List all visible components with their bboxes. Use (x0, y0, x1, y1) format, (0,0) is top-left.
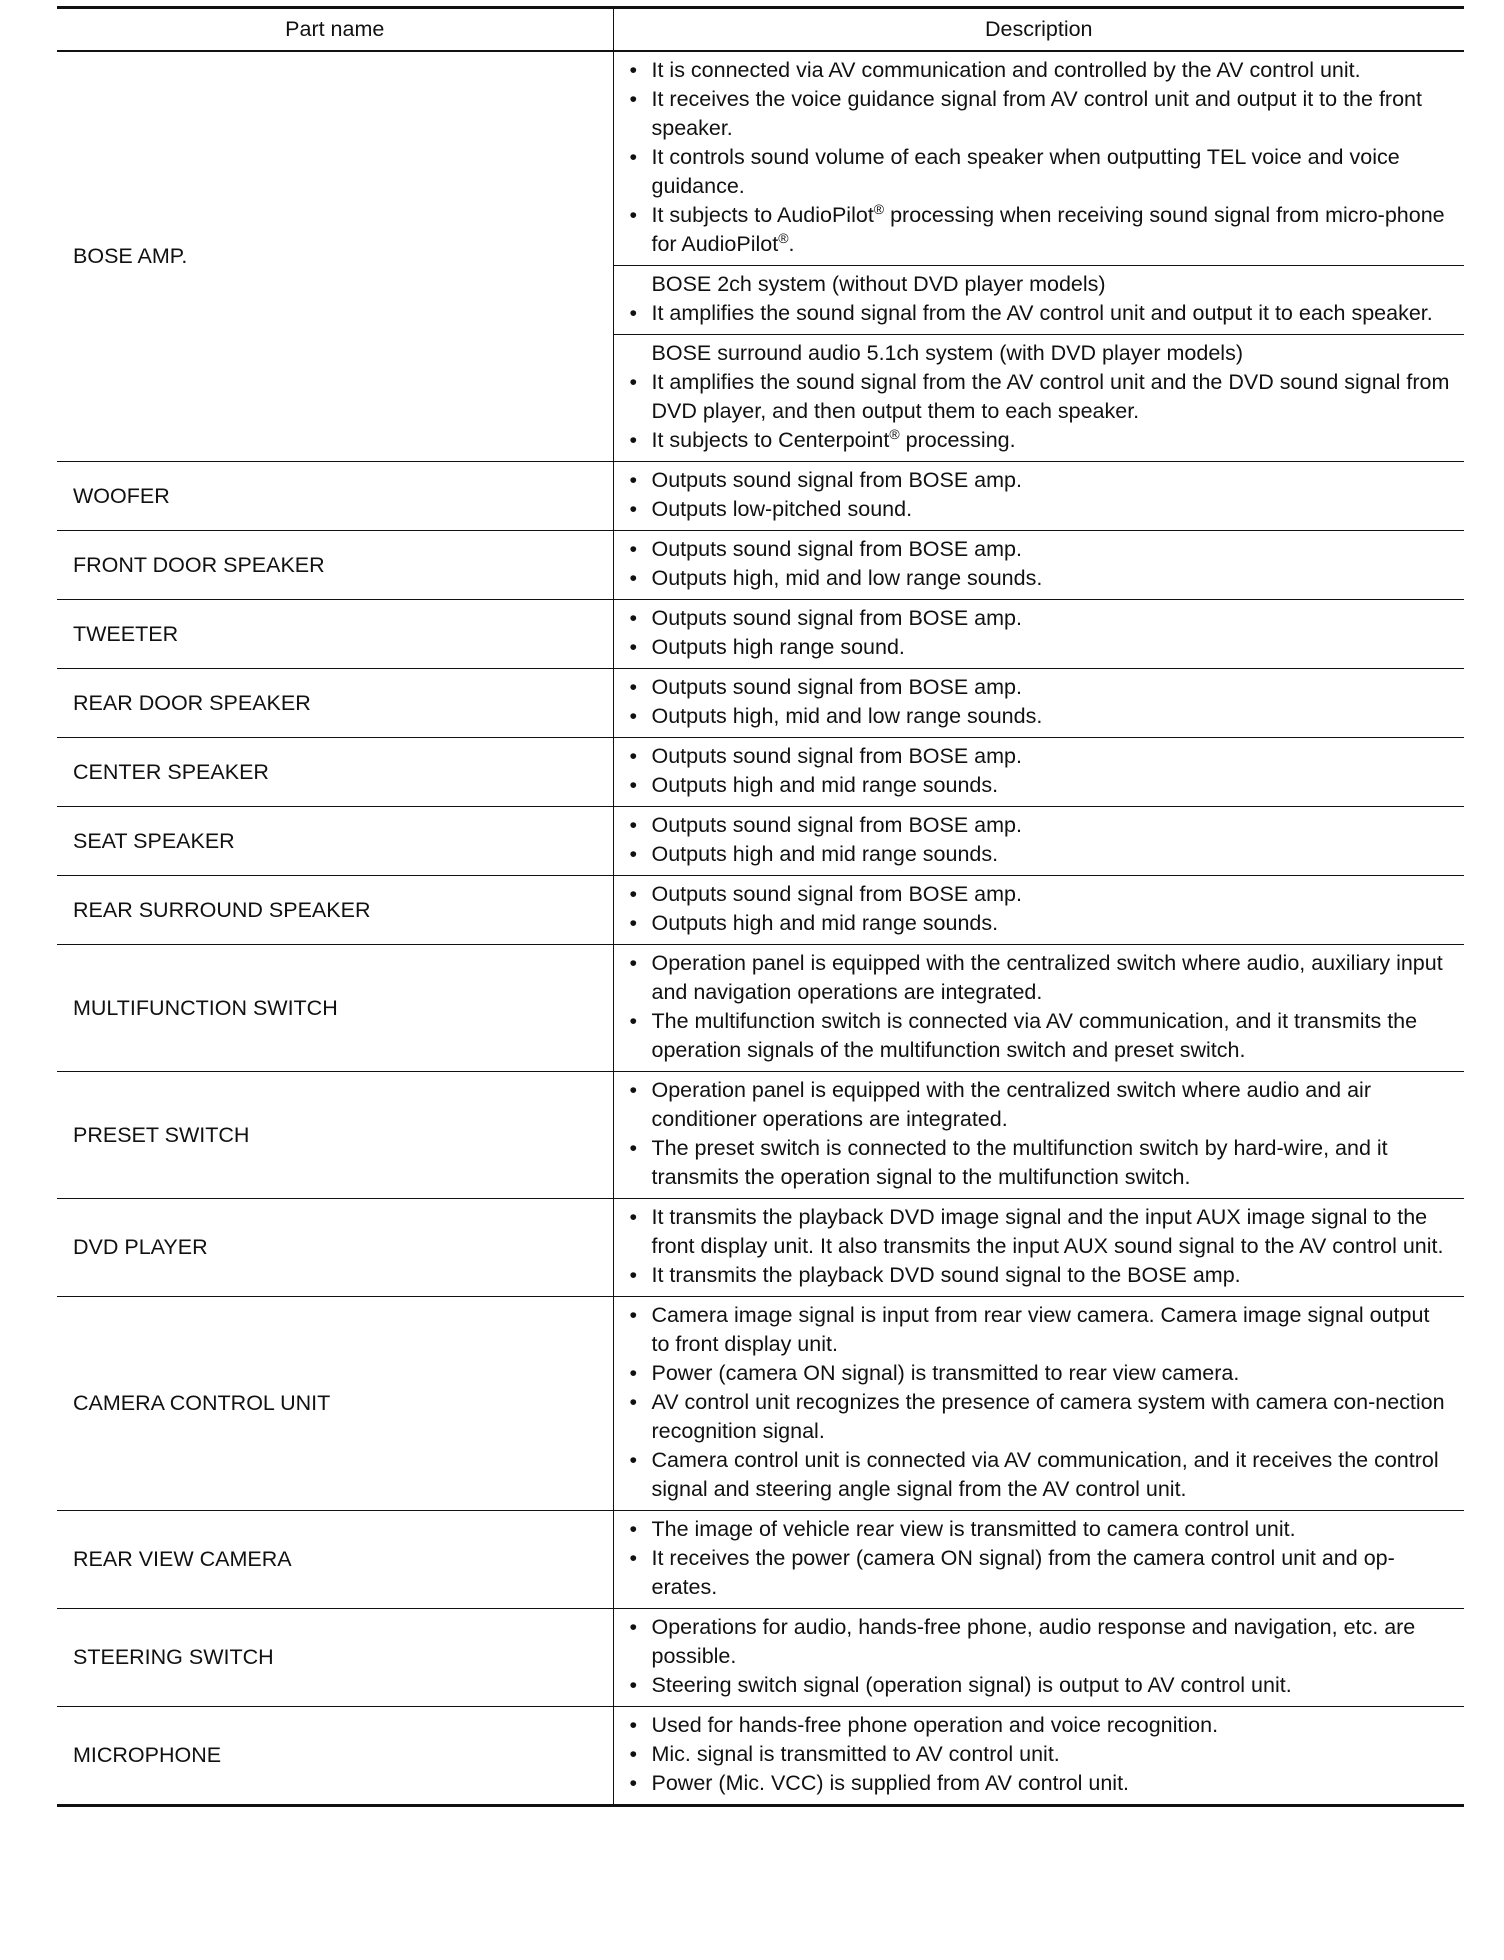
bullet-item: • Power (camera ON signal) is transmitted to rear view camera. (628, 1359, 1451, 1388)
segment-heading: BOSE surround audio 5.1ch system (with DVD player models) (651, 341, 1243, 365)
description-segment (614, 1707, 1465, 1804)
bullet-list (628, 604, 1451, 662)
table-row (57, 1609, 1464, 1707)
description-segment (614, 1609, 1465, 1706)
description-cell (613, 1297, 1464, 1511)
bullet-item: • It transmits the playback DVD image signal and the input AUX image signal to the front display unit. It also transmits the input AUX sound signal to the AV control unit. (628, 1203, 1451, 1261)
bullet-item: • AV control unit recognizes the presence of camera system with camera con-nection recognition signal. (628, 1388, 1451, 1446)
bullet-list (628, 535, 1451, 593)
bullet-item: • The preset switch is connected to the multifunction switch by hard-wire, and it transmits the operation signal to the multifunction switch. (628, 1134, 1451, 1192)
description-cell (613, 1707, 1464, 1806)
part-name-cell: WOOFER (57, 462, 613, 531)
part-name-cell: STEERING SWITCH (57, 1609, 613, 1707)
bullet-item: • Power (Mic. VCC) is supplied from AV control unit. (628, 1769, 1451, 1798)
bullet-list (628, 673, 1451, 731)
table-row (57, 51, 1464, 462)
table-row (57, 1297, 1464, 1511)
bullet-list (628, 1301, 1451, 1504)
bullet-item: • Operations for audio, hands-free phone, audio response and navigation, etc. are possible. (628, 1613, 1451, 1671)
bullet-item: • Outputs sound signal from BOSE amp. (628, 742, 1451, 771)
part-name-cell: TWEETER (57, 600, 613, 669)
bullet-list (628, 56, 1451, 259)
header-row (57, 8, 1464, 52)
bullet-list (628, 1515, 1451, 1602)
description-cell (613, 669, 1464, 738)
part-name-cell: REAR VIEW CAMERA (57, 1511, 613, 1609)
bullet-list (628, 1711, 1451, 1798)
bullet-item: • Outputs sound signal from BOSE amp. (628, 673, 1451, 702)
segment-heading: BOSE 2ch system (without DVD player models) (651, 272, 1106, 296)
part-name-cell: CAMERA CONTROL UNIT (57, 1297, 613, 1511)
part-name-cell: SEAT SPEAKER (57, 807, 613, 876)
bullet-list (628, 1203, 1451, 1290)
bullet-list (628, 466, 1451, 524)
bullet-item: • It receives the power (camera ON signal) from the camera control unit and op-erates. (628, 1544, 1451, 1602)
table-row (57, 1072, 1464, 1199)
bullet-list (628, 368, 1451, 455)
part-name-cell: REAR DOOR SPEAKER (57, 669, 613, 738)
description-cell (613, 1199, 1464, 1297)
description-segment (614, 334, 1465, 461)
bullet-item: • Outputs high and mid range sounds. (628, 771, 1451, 800)
description-segment (614, 531, 1465, 599)
table-body (57, 51, 1464, 1806)
description-segment (614, 669, 1465, 737)
bullet-item: • It amplifies the sound signal from the AV control unit and the DVD sound signal from DVD player, and then output them to each speaker. (628, 368, 1451, 426)
bullet-list (628, 949, 1451, 1065)
description-cell (613, 945, 1464, 1072)
description-cell (613, 807, 1464, 876)
description-segment (614, 1511, 1465, 1608)
description-cell (613, 462, 1464, 531)
bullet-item: • The image of vehicle rear view is transmitted to camera control unit. (628, 1515, 1451, 1544)
parts-table (57, 6, 1464, 1807)
description-segment (614, 1199, 1465, 1296)
table-row (57, 1199, 1464, 1297)
description-segment (614, 807, 1465, 875)
bullet-item: • Outputs low-pitched sound. (628, 495, 1451, 524)
table-row (57, 669, 1464, 738)
bullet-item: • Outputs high and mid range sounds. (628, 909, 1451, 938)
table-row (57, 531, 1464, 600)
bullet-list (628, 880, 1451, 938)
description-segment (614, 600, 1465, 668)
description-segment (614, 265, 1465, 334)
table-row (57, 1511, 1464, 1609)
bullet-item: • Outputs high range sound. (628, 633, 1451, 662)
description-cell (613, 1072, 1464, 1199)
bullet-item: • Outputs sound signal from BOSE amp. (628, 880, 1451, 909)
description-segment (614, 1297, 1465, 1510)
part-name-cell: MICROPHONE (57, 1707, 613, 1806)
description-cell (613, 600, 1464, 669)
bullet-item: • It subjects to Centerpoint® processing. (628, 426, 1451, 455)
description-segment (614, 876, 1465, 944)
part-name-cell: BOSE AMP. (57, 51, 613, 462)
table-row (57, 1707, 1464, 1806)
part-name-cell: FRONT DOOR SPEAKER (57, 531, 613, 600)
part-name-cell: MULTIFUNCTION SWITCH (57, 945, 613, 1072)
bullet-item: • Outputs sound signal from BOSE amp. (628, 604, 1451, 633)
bullet-item: • It amplifies the sound signal from the AV control unit and output it to each speaker. (628, 299, 1451, 328)
bullet-item: • Outputs high, mid and low range sounds. (628, 564, 1451, 593)
bullet-item: • Camera control unit is connected via AV communication, and it receives the control signal and steering angle signal from the AV control unit. (628, 1446, 1451, 1504)
bullet-item: • Outputs sound signal from BOSE amp. (628, 811, 1451, 840)
bullet-list (628, 742, 1451, 800)
bullet-item: • It transmits the playback DVD sound signal to the BOSE amp. (628, 1261, 1451, 1290)
bullet-item: • Outputs high and mid range sounds. (628, 840, 1451, 869)
bullet-item: • Operation panel is equipped with the centralized switch where audio, auxiliary input and navigation operations are integrated. (628, 949, 1451, 1007)
bullet-item: • It controls sound volume of each speaker when outputting TEL voice and voice guidance. (628, 143, 1451, 201)
header-description: Description (613, 8, 1464, 52)
bullet-item: • It subjects to AudioPilot® processing when receiving sound signal from micro-phone for AudioPilot®. (628, 201, 1451, 259)
table-row (57, 876, 1464, 945)
bullet-list (628, 811, 1451, 869)
table-row (57, 462, 1464, 531)
bullet-item: • Operation panel is equipped with the centralized switch where audio and air conditioner operations are integrated. (628, 1076, 1451, 1134)
bullet-item: • Camera image signal is input from rear view camera. Camera image signal output to front display unit. (628, 1301, 1451, 1359)
table-row (57, 600, 1464, 669)
bullet-list (628, 1613, 1451, 1700)
table-row (57, 807, 1464, 876)
bullet-item: • Outputs high, mid and low range sounds. (628, 702, 1451, 731)
bullet-item: • Steering switch signal (operation signal) is output to AV control unit. (628, 1671, 1451, 1700)
part-name-cell: CENTER SPEAKER (57, 738, 613, 807)
description-cell (613, 1609, 1464, 1707)
part-name-cell: PRESET SWITCH (57, 1072, 613, 1199)
description-segment (614, 945, 1465, 1071)
bullet-item: • It receives the voice guidance signal from AV control unit and output it to the front speaker. (628, 85, 1451, 143)
part-name-cell: REAR SURROUND SPEAKER (57, 876, 613, 945)
description-segment (614, 1072, 1465, 1198)
description-segment (614, 462, 1465, 530)
bullet-list (628, 299, 1451, 328)
bullet-list (628, 1076, 1451, 1192)
description-cell (613, 738, 1464, 807)
bullet-item: • Mic. signal is transmitted to AV control unit. (628, 1740, 1451, 1769)
table-row (57, 738, 1464, 807)
description-cell (613, 1511, 1464, 1609)
bullet-item: • Outputs sound signal from BOSE amp. (628, 535, 1451, 564)
bullet-item: • It is connected via AV communication and controlled by the AV control unit. (628, 56, 1451, 85)
part-name-cell: DVD PLAYER (57, 1199, 613, 1297)
description-segment (614, 52, 1465, 265)
bullet-item: • The multifunction switch is connected via AV communication, and it transmits the operation signals of the multifunction switch and preset switch. (628, 1007, 1451, 1065)
description-cell (613, 531, 1464, 600)
header-part-name: Part name (57, 8, 613, 52)
bullet-item: • Outputs sound signal from BOSE amp. (628, 466, 1451, 495)
description-cell (613, 876, 1464, 945)
table-row (57, 945, 1464, 1072)
description-segment (614, 738, 1465, 806)
description-cell (613, 51, 1464, 462)
bullet-item: • Used for hands-free phone operation and voice recognition. (628, 1711, 1451, 1740)
